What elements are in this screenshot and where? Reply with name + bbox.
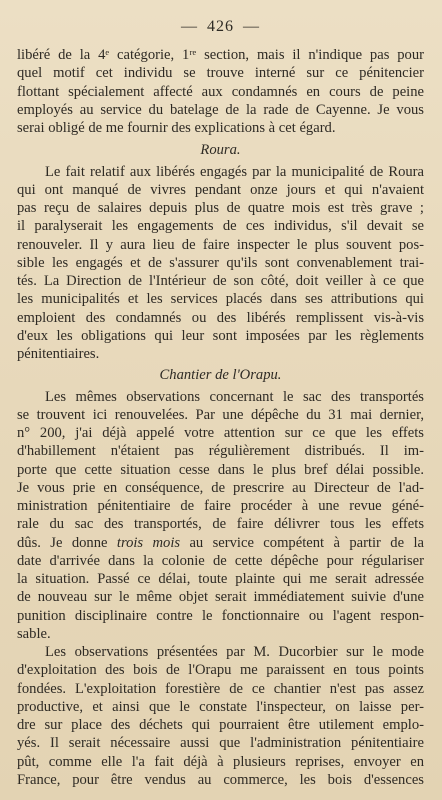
text-line: les municipalités et les services placés dans ses attributions qui [17, 291, 424, 308]
text-line: sable. [17, 625, 51, 642]
text-line: qui ont manqué de vivres pendant onze jours et qui n'avaient [17, 181, 424, 198]
text-line: d'exploitation des bois de l'Orapu me paraissent en tous points [17, 662, 424, 679]
text-line: productive, et ainsi que le constate l'inspecteur, on laisse per- [17, 698, 424, 715]
page-number-dash-right: — [243, 18, 260, 35]
paragraph [17, 643, 424, 789]
text-line: la situation. Passé ce délai, toute plainte qui me serait adressée [17, 571, 424, 587]
text-line: n° 200, j'ai déjà appelé votre attention sur ce que les effets [17, 425, 424, 441]
text-line: employés au service du batelage de la rade de Cayenne. Je vous [17, 101, 424, 118]
text-line: d'habillement n'étaient pas régulièrement distribués. Il im- [17, 443, 424, 460]
text-line: tés. La Direction de l'Intérieur de son côté, doit veiller à ce que [17, 273, 424, 289]
text-line: renouveler. Il y aura lieu de faire inspecter le plus souvent pos- [17, 236, 424, 253]
text-line: serai obligé de me fournir des explications à cet égard. [17, 120, 336, 136]
text-line: pénitentiaires. [17, 346, 100, 362]
text-line: pût, comme elle l'a fait déjà à plusieurs reprises, envoyer en [17, 753, 424, 770]
text-line: Les observations présentées par M. Ducorbier sur le mode [45, 644, 424, 660]
text-line: Les mêmes observations concernant le sac des transportés [45, 388, 424, 405]
emphasis: trois mois [116, 534, 181, 551]
text-line: Je vous prie en conséquence, de prescrire au Directeur de l'ad- [17, 479, 424, 496]
page-number-value: 426 [207, 18, 234, 35]
page-number-dash-left: — [181, 18, 198, 35]
text-line: sible les engagés et de s'assurer qu'ils sont convenablement trai- [17, 254, 424, 271]
text-line: d'eux les obligations qui leur sont imposées par les règlements [17, 327, 424, 344]
text-line: se trouvent ici renouvelées. Par une dépêche du 31 mai dernier, [17, 406, 424, 423]
text-line: rale du sac des transportés, de faire délivrer tous les effets [17, 516, 424, 533]
text-line: fondées. L'exploitation forestière de ce chantier n'est pas assez [17, 680, 424, 697]
section-title: Chantier de l'Orapu. [159, 367, 282, 384]
text-line: ministration pénitentiaire de faire procéder à une revue géné- [17, 498, 424, 514]
text-line: flottant spécialement affecté aux condamnés en cours de peine [17, 83, 424, 100]
text-line: punition disciplinaire contre le fonctionnaire ou l'agent respon- [17, 607, 424, 624]
text-line: dûs. Je donne trois mois au service compétent à partir de la [17, 534, 424, 551]
text-line: quel motif cet individu se trouve interné sur ce pénitencier [17, 65, 424, 82]
text-line: dre sur place des déchets qui pourraient être utilement emplo- [17, 717, 424, 733]
text-line: date d'arrivée dans la colonie de cette dépêche pour régulariser [17, 552, 424, 569]
paragraph [17, 46, 424, 137]
section-title: Roura. [200, 142, 241, 159]
text-line: libéré de la 4ᵉ catégorie, 1ʳᵉ section, mais il n'indique pas pour [17, 47, 424, 63]
paragraph [17, 388, 424, 644]
text-line: France, pour être vendus au commerce, les bois d'essences [17, 771, 424, 788]
text-line: Le fait relatif aux libérés engagés par la municipalité de Roura [45, 163, 424, 180]
text-line: porte que cette situation cesse dans le plus bref délai possible. [17, 461, 424, 478]
text-line: emploient des condamnés ou des libérés remplissent vis-à-vis [17, 309, 424, 326]
text-line: de nouveau sur le même objet serait immédiatement suivie d'une [17, 589, 424, 606]
text-line: pas reçu de salaires depuis plus de quatre mois est très grave ; [17, 200, 424, 216]
paragraph [17, 163, 424, 364]
text-line: il paralyserait les engagements de ces individus, s'il devait se [17, 218, 424, 235]
page-number [17, 16, 424, 38]
text-line: yés. Il serait nécessaire aussi que l'administration pénitentiaire [17, 735, 424, 752]
page-body [17, 46, 424, 789]
